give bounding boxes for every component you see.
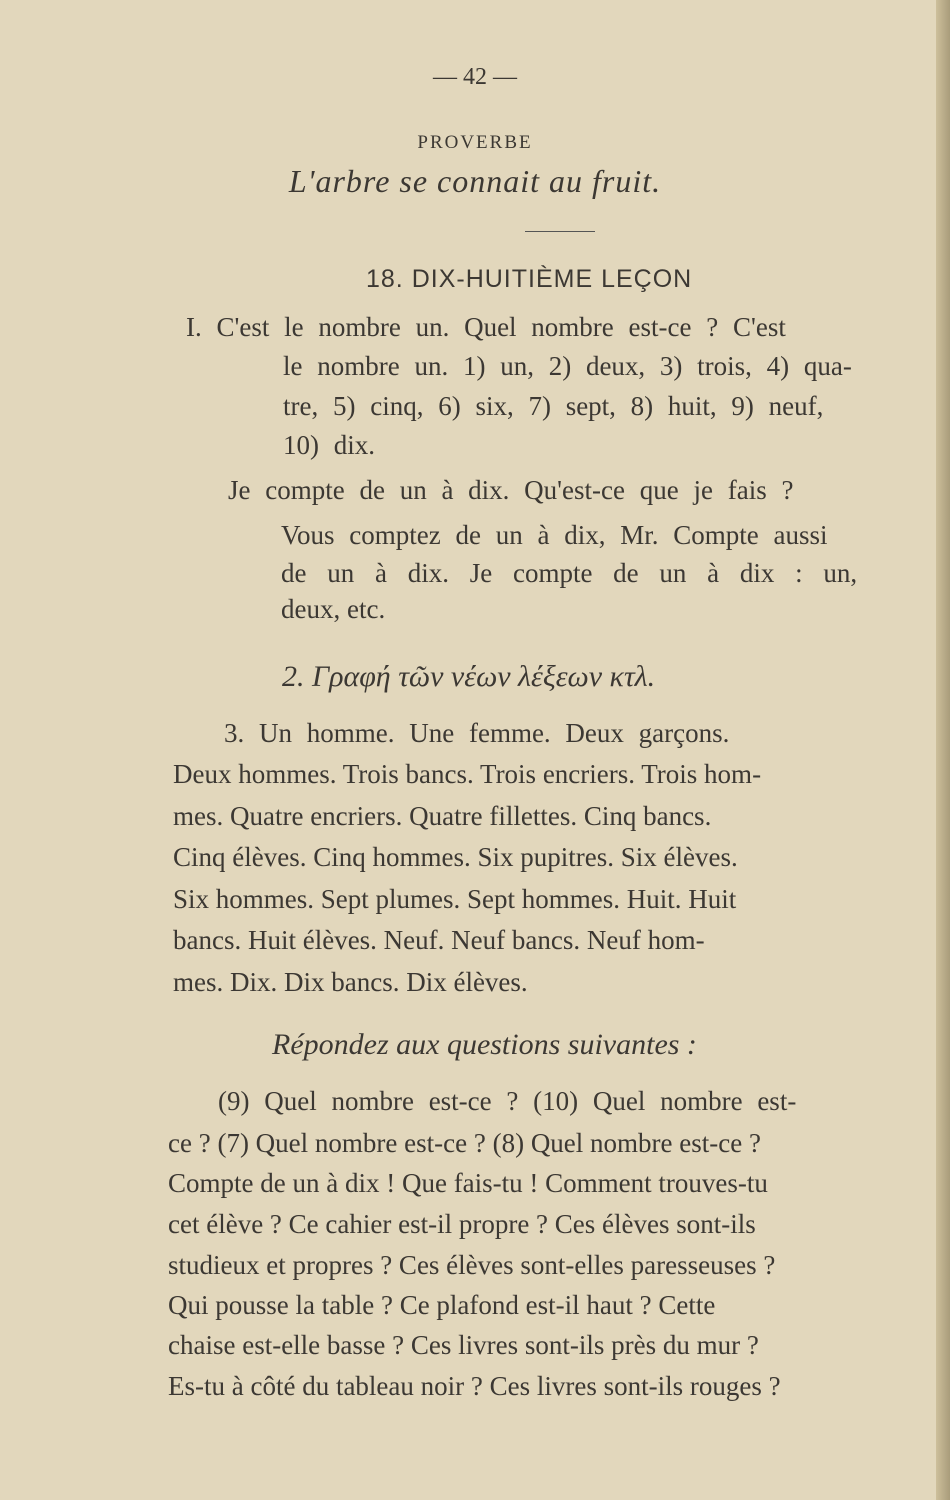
page-edge — [936, 0, 950, 1500]
section-3-line: mes. Quatre encriers. Quatre fillettes. Cinq bancs. — [173, 801, 712, 831]
section-3-line: mes. Dix. Dix bancs. Dix élèves. — [173, 967, 528, 997]
question-line: studieux et propres ? Ces élèves sont-elles paresseuses ? — [168, 1250, 776, 1280]
question-line: Es-tu à côté du tableau noir ? Ces livres sont-ils rouges ? — [168, 1371, 781, 1401]
question-line: (9) Quel nombre est-ce ? (10) Quel nombre est- — [218, 1086, 797, 1116]
section-1-line: le nombre un. 1) un, 2) deux, 3) trois, 4) qua- — [283, 351, 852, 381]
section-1-line: de un à dix. Je compte de un à dix : un, — [281, 558, 858, 588]
section-1-line: Je compte de un à dix. Qu'est-ce que je fais ? — [228, 475, 794, 505]
section-3-line: bancs. Huit élèves. Neuf. Neuf bancs. Neuf hom- — [173, 925, 705, 955]
page-number: — 42 — — [433, 64, 517, 90]
section-3-line: Deux hommes. Trois bancs. Trois encriers. Trois hom- — [173, 759, 762, 789]
section-1-line: 10) dix. — [283, 430, 375, 460]
question-line: chaise est-elle basse ? Ces livres sont-ils près du mur ? — [168, 1330, 759, 1360]
divider-rule — [525, 231, 595, 232]
question-line: Compte de un à dix ! Que fais-tu ! Comment trouves-tu — [168, 1168, 768, 1198]
questions-heading: Répondez aux questions suivantes : — [272, 1028, 697, 1061]
proverb-text: L'arbre se connait au fruit. — [288, 163, 662, 199]
section-1-line: I. C'est le nombre un. Quel nombre est-ce ? C'est — [186, 312, 786, 342]
proverb-label: PROVERBE — [417, 132, 533, 153]
section-3-line: Cinq élèves. Cinq hommes. Six pupitres. Six élèves. — [173, 842, 738, 872]
section-1-line: deux, etc. — [281, 594, 386, 624]
section-1-line: Vous comptez de un à dix, Mr. Compte aussi — [281, 520, 828, 550]
question-line: Qui pousse la table ? Ce plafond est-il haut ? Cette — [168, 1290, 716, 1320]
section-3-line: Six hommes. Sept plumes. Sept hommes. Huit. Huit — [173, 884, 737, 914]
question-line: cet élève ? Ce cahier est-il propre ? Ces élèves sont-ils — [168, 1209, 756, 1239]
section-3-line: 3. Un homme. Une femme. Deux garçons. — [224, 718, 730, 748]
section-1-line: tre, 5) cinq, 6) six, 7) sept, 8) huit, 9) neuf, — [283, 391, 824, 421]
question-line: ce ? (7) Quel nombre est-ce ? (8) Quel nombre est-ce ? — [168, 1128, 761, 1158]
lesson-title: 18. DIX-HUITIÈME LEÇON — [366, 265, 693, 293]
section-2-heading: 2. Γραφή τῶν νέων λέξεων κτλ. — [282, 660, 656, 693]
